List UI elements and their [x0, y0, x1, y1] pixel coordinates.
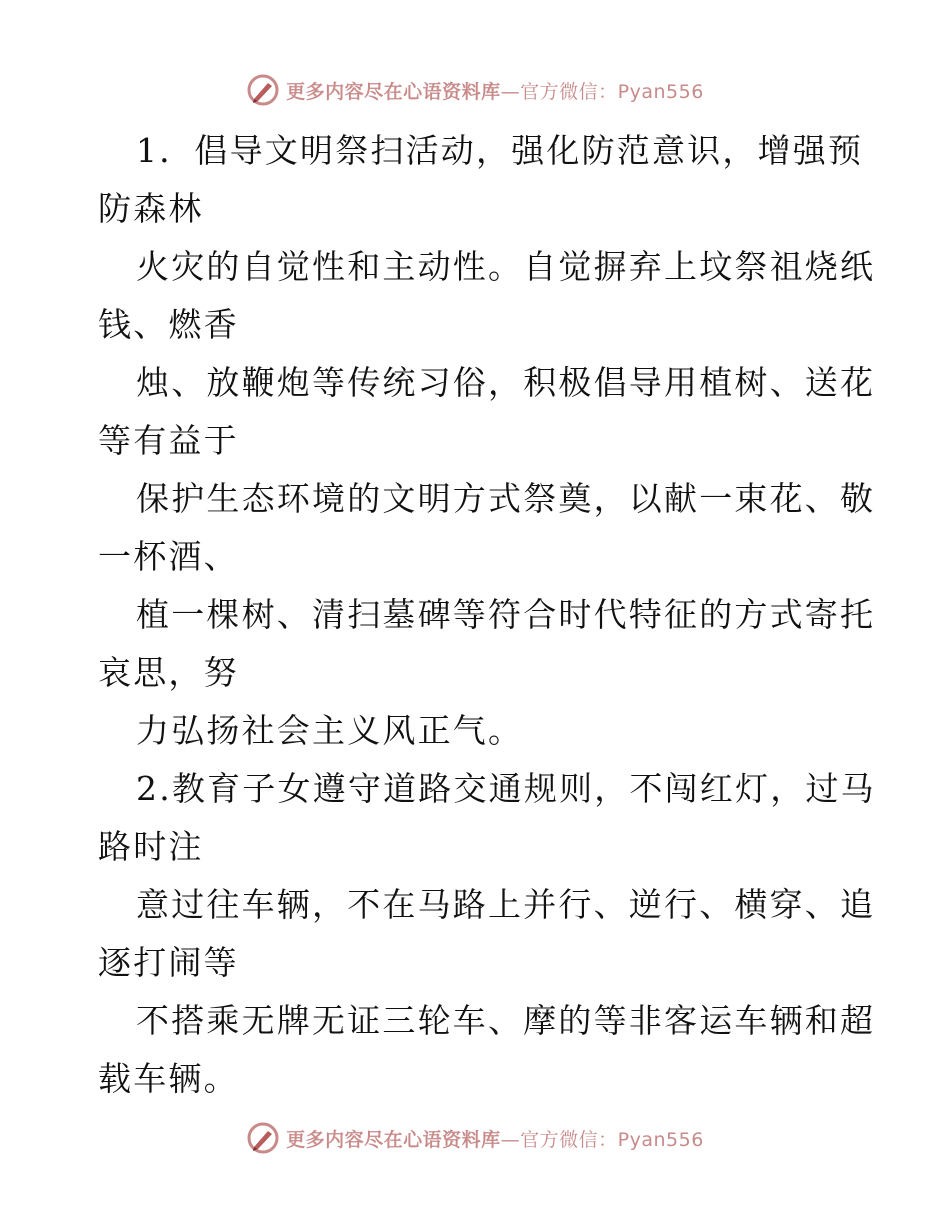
header-banner: [0, 70, 950, 110]
footer-wechat: —官方微信：Pyan556: [500, 1128, 704, 1151]
text-line: 植一棵树、清扫墓碑等符合时代特征的方式寄托: [136, 595, 876, 634]
text-line: 钱、燃香: [98, 305, 239, 344]
pen-circle-icon: [246, 73, 280, 107]
text-line: 意过往车辆，不在马路上并行、逆行、横穿、追: [136, 885, 876, 924]
text-line: 一杯酒、: [98, 537, 239, 576]
text-line: 哀思，努: [98, 653, 239, 692]
document-body: [98, 122, 876, 1108]
text-line: 路时注: [98, 827, 204, 866]
header-brand: 更多内容尽在心语资料库: [286, 80, 501, 103]
text-line: 火灾的自觉性和主动性。自觉摒弃上坟祭祖烧纸: [136, 247, 876, 286]
text-line: 逐打闹等: [98, 943, 239, 982]
text-line: 载车辆。: [98, 1059, 239, 1098]
text-line: 1．倡导文明祭扫活动，强化防范意识，增强预: [136, 131, 864, 170]
footer-brand: 更多内容尽在心语资料库: [286, 1128, 501, 1151]
text-line: 防森林: [98, 189, 204, 228]
header-wechat: —官方微信：Pyan556: [500, 80, 704, 103]
pen-circle-icon: [246, 1121, 280, 1155]
text-line: 等有益于: [98, 421, 239, 460]
text-line: 2.教育子女遵守道路交通规则，不闯红灯，过马: [136, 769, 876, 808]
footer-banner: [0, 1118, 950, 1158]
text-line: 力弘扬社会主义风正气。: [136, 711, 524, 750]
footer-text: [286, 1125, 704, 1152]
text-line: 烛、放鞭炮等传统习俗，积极倡导用植树、送花: [136, 363, 876, 402]
header-text: [286, 77, 704, 104]
text-line: 不搭乘无牌无证三轮车、摩的等非客运车辆和超: [136, 1001, 876, 1040]
text-line: 保护生态环境的文明方式祭奠，以献一束花、敬: [136, 479, 876, 518]
